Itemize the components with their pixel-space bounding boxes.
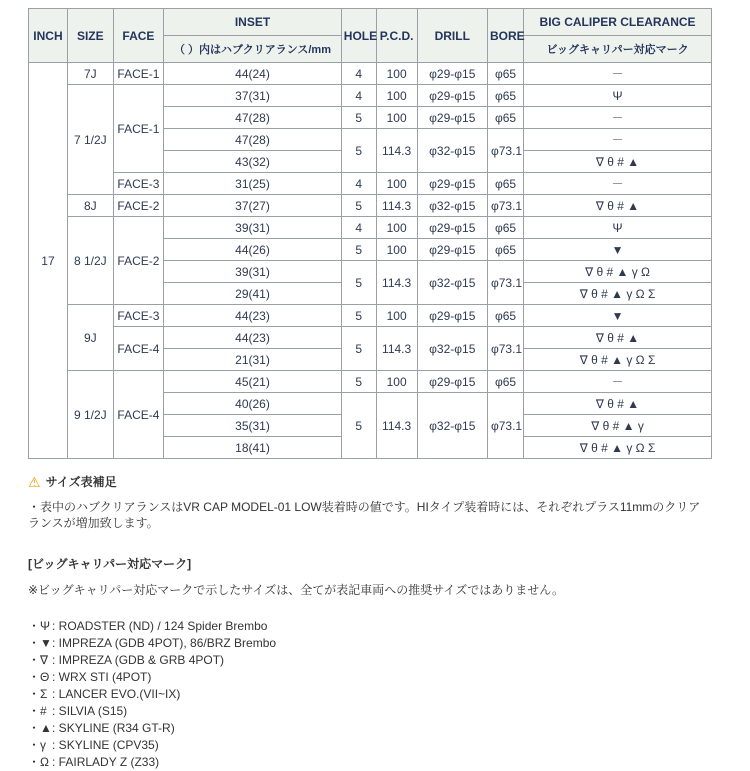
table-cell: 45(21) (164, 371, 342, 393)
legend-vehicle-name: : SKYLINE (R34 GT-R) (52, 721, 175, 735)
table-cell: 44(23) (164, 327, 342, 349)
table-cell: FACE-1 (113, 63, 164, 85)
legend-bullet: ・ (28, 653, 41, 667)
table-cell: ∇ θ # ▲ γ Ω Σ (524, 349, 712, 371)
legend-vehicle-name: : FAIRLADY Z (Z33) (52, 755, 160, 769)
legend-bullet: ・ (28, 721, 41, 735)
legend-item (28, 618, 712, 635)
table-cell: FACE-2 (113, 195, 164, 217)
table-cell: 43(32) (164, 151, 342, 173)
table-cell: 5 (341, 305, 376, 327)
legend-item (28, 720, 712, 737)
table-cell: 44(24) (164, 63, 342, 85)
table-cell: ∇ θ # ▲ γ Ω Σ (524, 437, 712, 459)
table-cell: 31(25) (164, 173, 342, 195)
table-row (29, 195, 712, 217)
table-cell: 47(28) (164, 107, 342, 129)
table-cell: ∇ θ # ▲ (524, 393, 712, 415)
warning-icon: ⚠ (28, 473, 41, 490)
table-row (29, 217, 712, 239)
table-cell: φ29-φ15 (417, 217, 487, 239)
table-cell: 114.3 (376, 393, 417, 459)
legend-item (28, 754, 712, 771)
caliper-section-title: [ビッグキャリパー対応マーク] (28, 557, 192, 571)
table-cell: 5 (341, 327, 376, 371)
table-cell: ▼ (524, 305, 712, 327)
table-cell: 39(31) (164, 261, 342, 283)
table-cell: 44(26) (164, 239, 342, 261)
legend-vehicle-name: : IMPREZA (GDB 4POT), 86/BRZ Brembo (52, 636, 277, 650)
table-cell: φ65 (487, 217, 523, 239)
table-header (29, 9, 712, 63)
legend-symbol: # (40, 704, 47, 718)
legend-vehicle-name: : ROADSTER (ND) / 124 Spider Brembo (52, 619, 268, 633)
notes-section (28, 473, 712, 771)
table-cell: 37(27) (164, 195, 342, 217)
header-hole: HOLE (341, 9, 376, 63)
table-cell: ∇ θ # ▲ γ (524, 415, 712, 437)
legend-bullet: ・ (28, 687, 41, 701)
supplement-title-row (28, 473, 712, 490)
legend-bullet: ・ (28, 704, 41, 718)
table-cell: 7J (67, 63, 113, 85)
table-cell: 44(23) (164, 305, 342, 327)
table-cell: FACE-3 (113, 305, 164, 327)
header-inset-sub: （ ）内はハブクリアランス/mm (164, 36, 342, 63)
header-big-caliper: BIG CALIPER CLEARANCE (524, 9, 712, 36)
table-cell: φ32-φ15 (417, 195, 487, 217)
table-cell: ∇ θ # ▲ (524, 195, 712, 217)
table-cell: φ73.1 (487, 129, 523, 173)
legend-item (28, 652, 712, 669)
legend-symbol: Σ (40, 687, 48, 701)
table-cell: φ32-φ15 (417, 261, 487, 305)
table-body (29, 63, 712, 459)
table-cell: FACE-4 (113, 371, 164, 459)
table-cell: φ29-φ15 (417, 173, 487, 195)
header-bore: BORE (487, 9, 523, 63)
table-cell: － (524, 107, 712, 129)
table-cell: φ29-φ15 (417, 371, 487, 393)
header-pcd: P.C.D. (376, 9, 417, 63)
table-cell: 114.3 (376, 129, 417, 173)
legend-symbol: ▲ (40, 721, 52, 735)
legend-vehicle-name: : SILVIA (S15) (52, 704, 128, 718)
supplement-title: サイズ表補足 (45, 475, 117, 489)
table-cell: 100 (376, 63, 417, 85)
table-cell: φ65 (487, 371, 523, 393)
legend-symbol: ∇ (40, 653, 49, 667)
legend-item (28, 703, 712, 720)
table-cell: 100 (376, 107, 417, 129)
table-cell: 17 (29, 63, 68, 459)
table-cell: φ32-φ15 (417, 129, 487, 173)
table-cell: 100 (376, 305, 417, 327)
legend-vehicle-name: : LANCER EVO.(VII~IX) (52, 687, 181, 701)
table-cell: 114.3 (376, 327, 417, 371)
table-cell: φ65 (487, 107, 523, 129)
header-drill: DRILL (417, 9, 487, 63)
legend-symbol: ▼ (40, 636, 52, 650)
table-cell: 100 (376, 85, 417, 107)
table-cell: φ29-φ15 (417, 305, 487, 327)
table-cell: 4 (341, 85, 376, 107)
header-big-caliper-sub: ビッグキャリパー対応マーク (524, 36, 712, 63)
table-cell: 5 (341, 129, 376, 173)
legend-bullet: ・ (28, 636, 41, 650)
legend-bullet: ・ (28, 670, 41, 684)
table-cell: 5 (341, 195, 376, 217)
table-cell: φ65 (487, 305, 523, 327)
table-cell: 114.3 (376, 261, 417, 305)
legend-item (28, 669, 712, 686)
legend-vehicle-name: : IMPREZA (GDB & GRB 4POT) (52, 653, 225, 667)
table-cell: φ65 (487, 173, 523, 195)
table-cell: 5 (341, 261, 376, 305)
caliper-section-note: ※ビッグキャリパー対応マークで示したサイズは、全てが表記車両への推奨サイズではありません。 (28, 583, 565, 597)
table-cell: 4 (341, 217, 376, 239)
header-row-1 (29, 9, 712, 36)
supplement-note: ・表中のハブクリアランスはVR CAP MODEL-01 LOW装着時の値です。HIタイプ装着時には、それぞれプラス11mmのクリアランスが増加致します。 (28, 500, 701, 530)
table-cell: FACE-3 (113, 173, 164, 195)
wheel-spec-table (28, 8, 712, 459)
table-cell: 100 (376, 217, 417, 239)
legend-symbol: Ω (40, 755, 49, 769)
table-cell: 5 (341, 107, 376, 129)
table-cell: φ73.1 (487, 327, 523, 371)
header-inch: INCH (29, 9, 68, 63)
table-row (29, 173, 712, 195)
table-cell: 9 1/2J (67, 371, 113, 459)
table-cell: φ65 (487, 85, 523, 107)
table-cell: 18(41) (164, 437, 342, 459)
table-cell: 114.3 (376, 195, 417, 217)
table-cell: 40(26) (164, 393, 342, 415)
table-cell: φ29-φ15 (417, 239, 487, 261)
table-row (29, 305, 712, 327)
header-face: FACE (113, 9, 164, 63)
table-cell: 35(31) (164, 415, 342, 437)
header-size: SIZE (67, 9, 113, 63)
table-cell: φ32-φ15 (417, 327, 487, 371)
table-cell: Ψ (524, 217, 712, 239)
table-cell: 100 (376, 173, 417, 195)
legend-symbol: Ψ (40, 619, 51, 633)
table-cell: － (524, 173, 712, 195)
table-cell: FACE-1 (113, 85, 164, 173)
table-cell: 7 1/2J (67, 85, 113, 195)
legend-bullet: ・ (28, 619, 41, 633)
table-cell: － (524, 129, 712, 151)
table-cell: φ29-φ15 (417, 85, 487, 107)
legend-item (28, 635, 712, 652)
table-cell: φ29-φ15 (417, 63, 487, 85)
table-cell: ∇ θ # ▲ γ Ω Σ (524, 283, 712, 305)
legend-symbol: γ (40, 738, 47, 752)
table-cell: 9J (67, 305, 113, 371)
legend-vehicle-name: : WRX STI (4POT) (52, 670, 152, 684)
table-cell: φ32-φ15 (417, 393, 487, 459)
table-cell: 21(31) (164, 349, 342, 371)
table-cell: 47(28) (164, 129, 342, 151)
table-cell: ▼ (524, 239, 712, 261)
legend-vehicle-name: : SKYLINE (CPV35) (52, 738, 159, 752)
table-cell: φ73.1 (487, 393, 523, 459)
table-cell: FACE-2 (113, 217, 164, 305)
table-cell: 8J (67, 195, 113, 217)
table-cell: 4 (341, 63, 376, 85)
table-cell: 100 (376, 239, 417, 261)
table-cell: φ65 (487, 63, 523, 85)
header-inset: INSET (164, 9, 342, 36)
table-cell: 37(31) (164, 85, 342, 107)
table-cell: 5 (341, 371, 376, 393)
table-cell: 5 (341, 393, 376, 459)
table-cell: 4 (341, 173, 376, 195)
legend-bullet: ・ (28, 755, 41, 769)
table-row (29, 63, 712, 85)
table-cell: － (524, 371, 712, 393)
table-cell: 100 (376, 371, 417, 393)
caliper-legend-list (28, 618, 712, 771)
table-cell: ∇ θ # ▲ γ Ω (524, 261, 712, 283)
table-cell: 39(31) (164, 217, 342, 239)
table-cell: φ65 (487, 239, 523, 261)
legend-bullet: ・ (28, 738, 41, 752)
table-cell: ∇ θ # ▲ (524, 327, 712, 349)
table-cell: － (524, 63, 712, 85)
table-row (29, 371, 712, 393)
legend-item (28, 686, 712, 703)
legend-symbol: Θ (40, 670, 50, 684)
table-cell: ∇ θ # ▲ (524, 151, 712, 173)
table-cell: φ29-φ15 (417, 107, 487, 129)
table-row (29, 85, 712, 107)
table-cell: 29(41) (164, 283, 342, 305)
table-cell: Ψ (524, 85, 712, 107)
legend-item (28, 737, 712, 754)
table-cell: 8 1/2J (67, 217, 113, 305)
table-cell: φ73.1 (487, 195, 523, 217)
table-cell: φ73.1 (487, 261, 523, 305)
table-cell: FACE-4 (113, 327, 164, 371)
table-cell: 5 (341, 239, 376, 261)
table-row (29, 327, 712, 349)
